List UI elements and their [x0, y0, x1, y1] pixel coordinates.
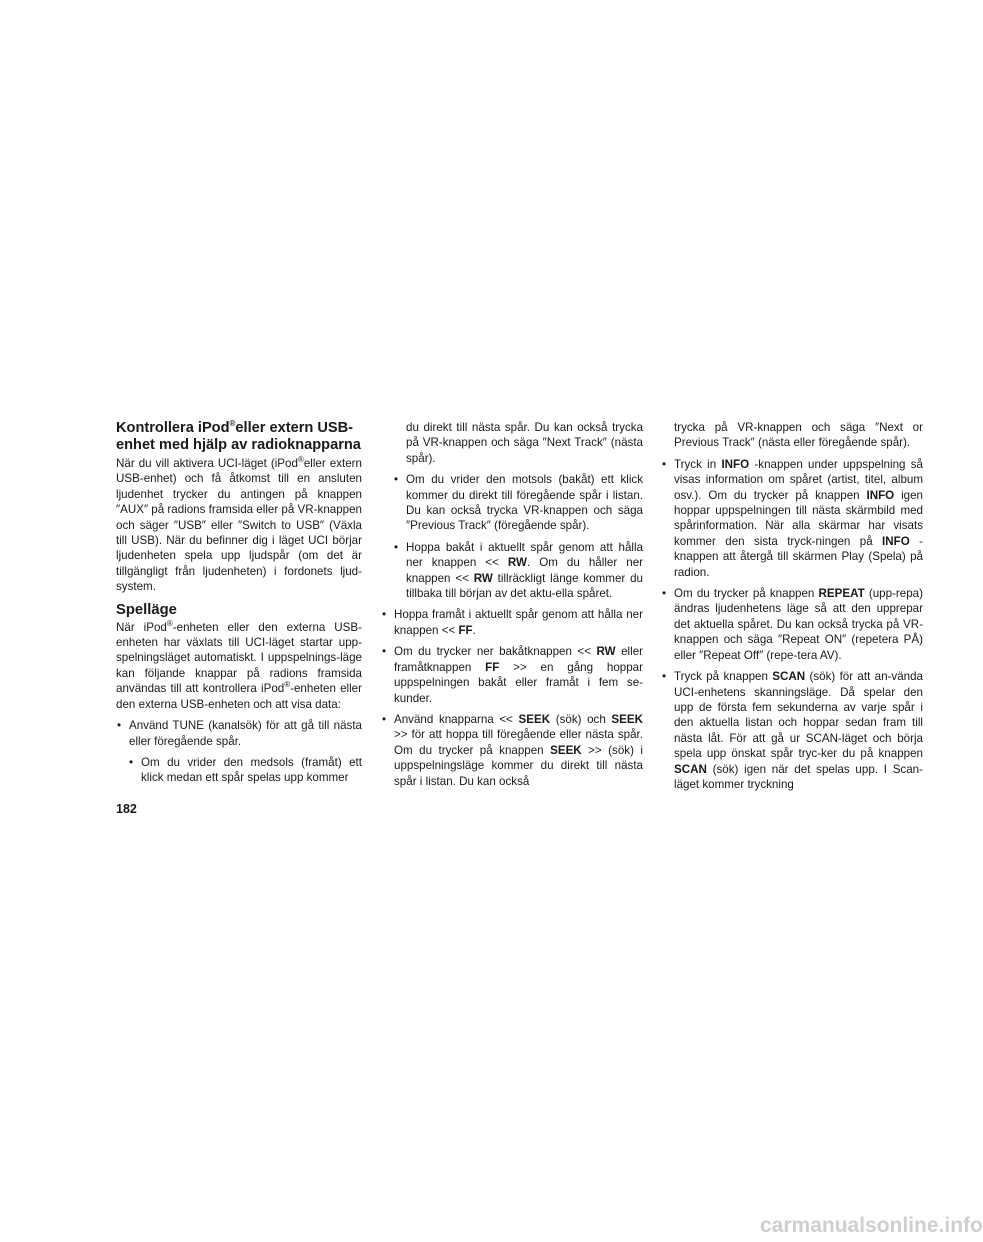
sub-bullet-clockwise: • Om du vrider den medsols (framåt) ett klick medan ett spår spelas upp kommer [128, 755, 362, 786]
column-2 [381, 420, 643, 795]
section-heading-play-mode: Spelläge [116, 601, 177, 618]
sub-bullet-rewind: • Hoppa bakåt i aktuellt spår genom att hålla ner knappen << RW. Om du håller ner knappen << RW tillräckligt länge kommer du tillbaka till början av det aktu-ella spåret. [393, 540, 643, 602]
watermark: carmanualsonline.info [760, 1214, 983, 1237]
bullet-repeat: • Om du trycker på knappen REPEAT (upp-repa) ändras ljudenhetens läge så att den upprepar det aktuella spåret. Du kan också trycka på VR-knappen och säga ″Repeat ON″ (repetera PÅ) eller ″Repeat Off″ (repe-tera AV). [661, 586, 923, 663]
sub-bullet-counterclockwise: • Om du vrider den motsols (bakåt) ett klick kommer du direkt till föregående spår i listan. Du kan också trycka VR-knappen och säga ″Previous Track″ (föregående spår). [393, 472, 643, 534]
column-3 [661, 420, 923, 798]
bullet-fast-forward: • Hoppa framåt i aktuellt spår genom att hålla ner knappen << FF. [381, 607, 643, 638]
bullet-skip-five-seconds: • Om du trycker ner bakåtknappen << RW eller framåtknappen FF >> en gång hoppar uppspelningen bakåt eller framåt i fem se-kunder. [381, 644, 643, 706]
sub-bullet-clockwise-continued: du direkt till nästa spår. Du kan också trycka på VR-knappen och säga ″Next Track″ (nästa spår). [406, 421, 643, 465]
intro-paragraph: När du vill aktivera UCI-läget (iPod®eller extern USB-enhet) och få åtkomst till en ansluten ljudenhet trycker du antingen på knappen ″AUX″ på radions framsida eller på VR-knappen och säger ″USB″ eller ″Switch to USB″ (Växla till USB). När du befinner dig i läget UCI börjar ljudenheten spela upp ljudspår (om det är tillgängligt från ljudenheten) i fordonets ljud-system. [116, 455, 363, 594]
column-1 [116, 420, 362, 792]
page-number: 182 [116, 802, 137, 816]
bullet-seek: • Använd knapparna << SEEK (sök) och SEEK >> för att hoppa till föregående eller nästa spår. Om du trycker på knappen SEEK >> (sök) i uppspelningsläge kommer du direkt till nästa spår i listan. Du kan också [381, 712, 643, 789]
bullet-info: • Tryck in INFO -knappen under uppspelning så visas information om spåret (artist, titel, album osv.). Om du trycker på knappen INFO igen hoppar uppspelningen till nästa skärmbild med spårinformation. När alla skärmar har visats kommer den sista tryck-ningen på INFO -knappen att återgå till skärmen Play (Spela) på radion. [661, 457, 923, 580]
play-mode-paragraph: När iPod®-enheten eller den externa USB-enheten har växlats till UCI-läget startar upp-spelningsläget automatiskt. I uppspelnings-läge kan följande knappar på radions framsida användas till att kontrollera iPod®-enheten eller den externa USB-enheten och att visa data: [116, 618, 363, 711]
bullet-scan: • Tryck på knappen SCAN (sök) för att an-vända UCI-enhetens skanningsläge. Då spelar den upp de första fem sekunderna av varje spår i den aktuella listan och hoppar sedan fram till nästa låt. För att gå ur SCAN-läget och börja spela upp önskat spår tryc-ker du på knappen SCAN (sök) igen när det spelas upp. I Scan-läget kommer tryckning [661, 669, 923, 792]
section-heading-ipod-control: Kontrollera iPod®eller extern USB-enhet med hjälp av radioknapparna [116, 419, 361, 453]
bullet-tune: • Använd TUNE (kanalsök) för att gå till nästa eller föregående spår. [116, 718, 362, 749]
bullet-seek-continued: trycka på VR-knappen och säga ″Next or Previous Track″ (nästa eller föregående spår). [674, 421, 923, 450]
